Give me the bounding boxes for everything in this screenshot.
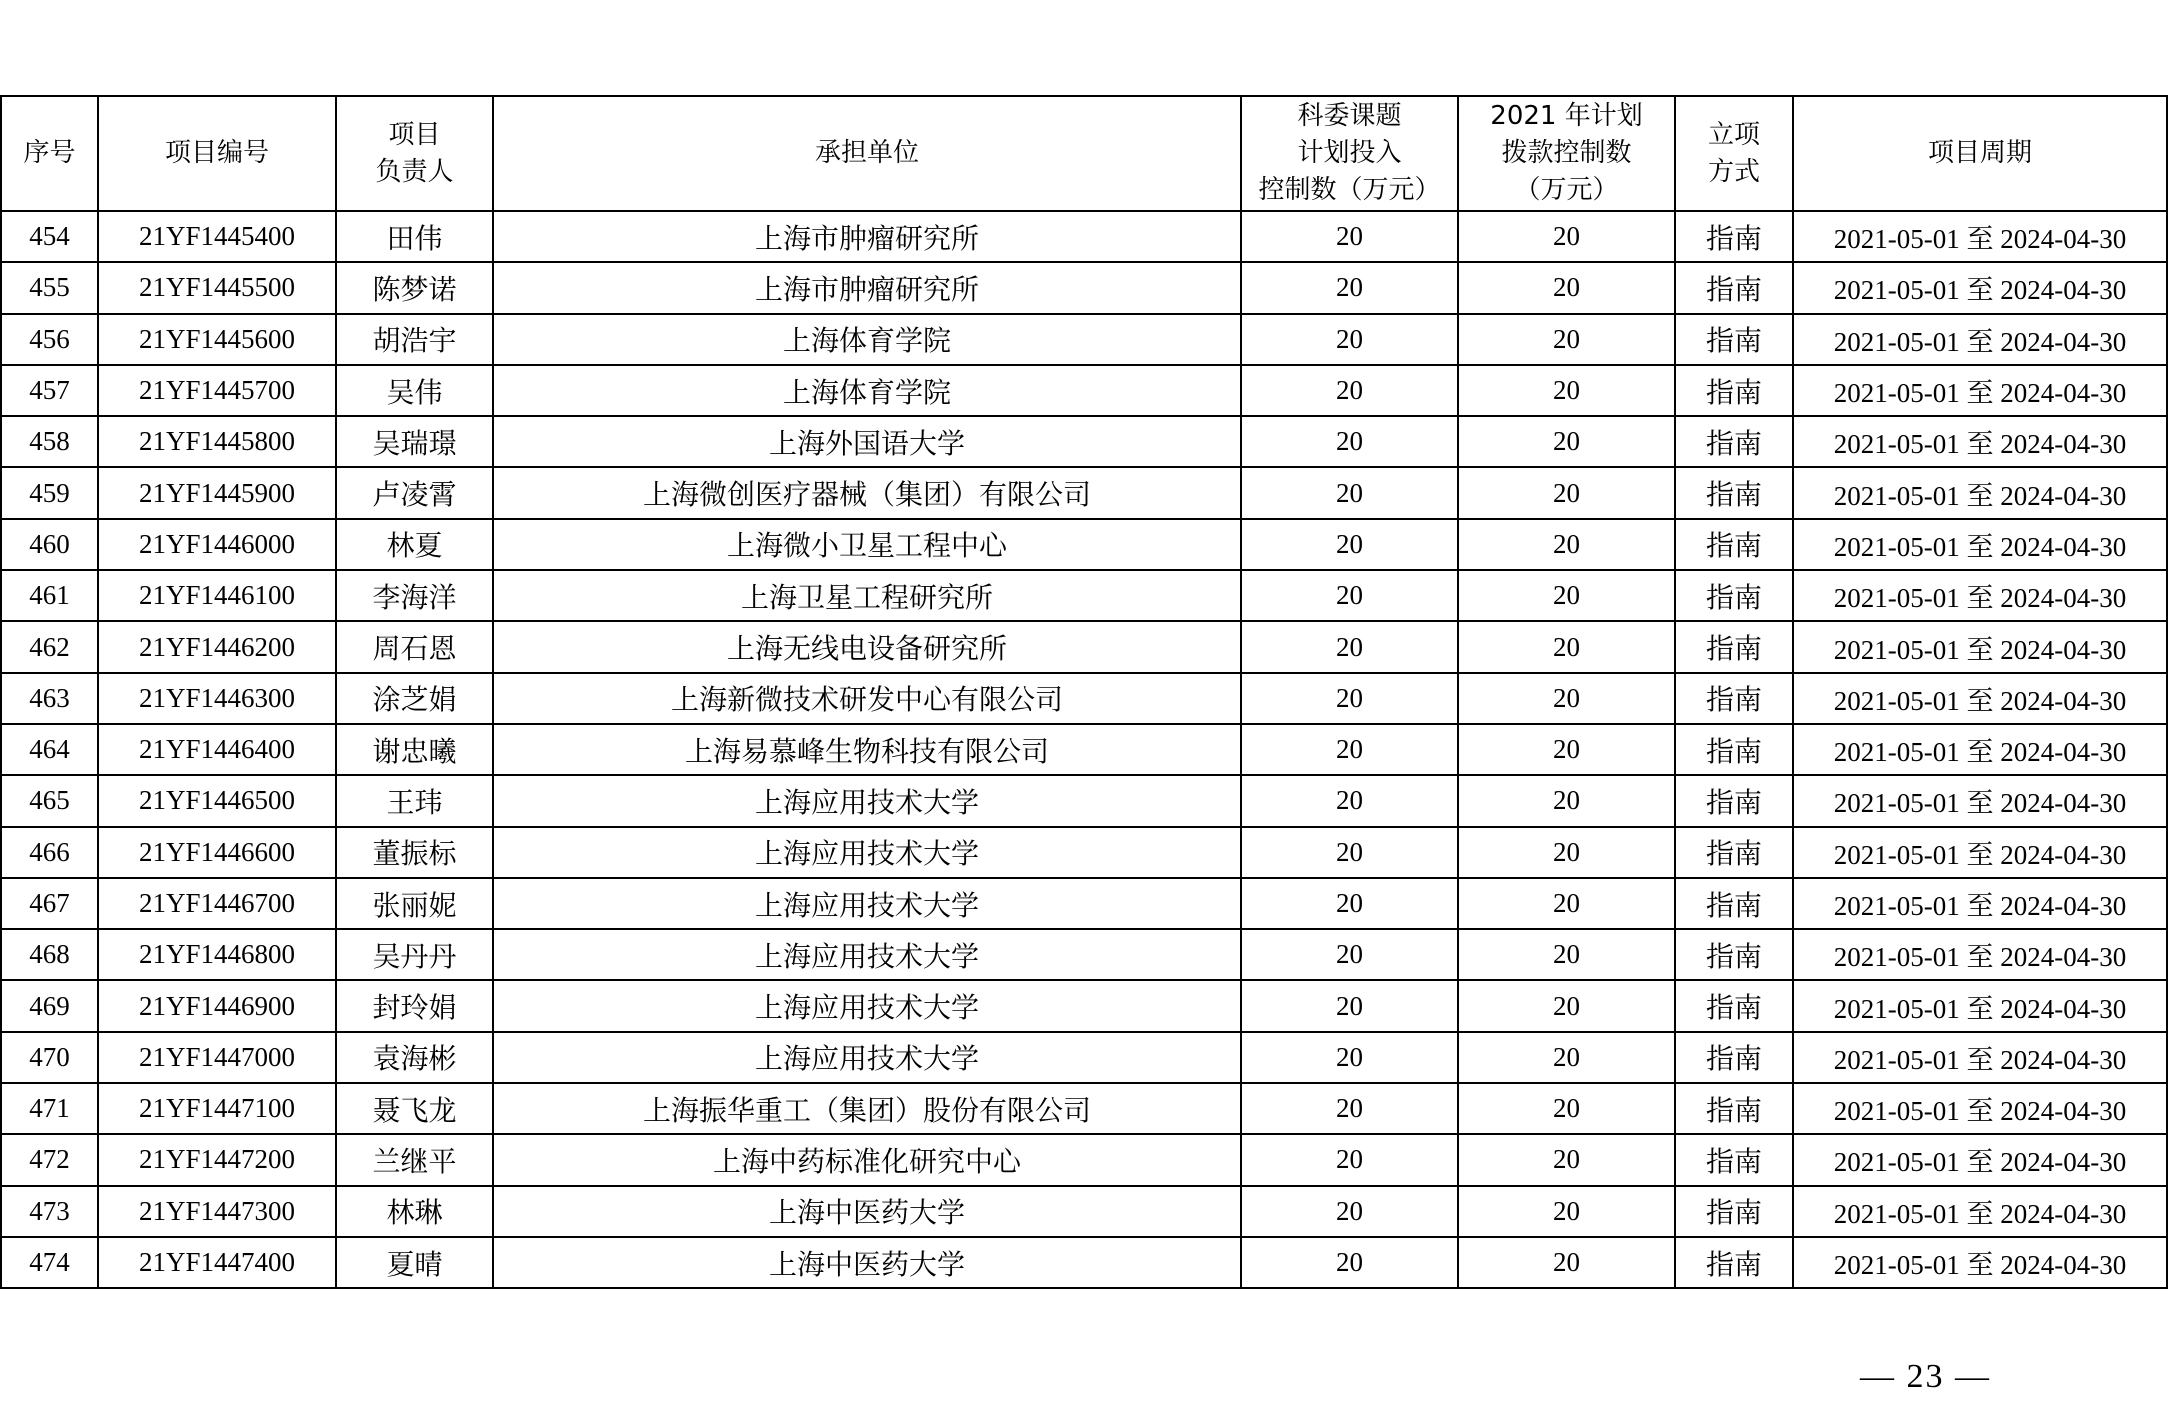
- table-row: [1, 673, 2167, 724]
- cell-plan-control: 20: [1241, 980, 1458, 1031]
- table-row: [1, 365, 2167, 416]
- cell-method: 指南: [1675, 724, 1793, 775]
- cell-leader: 吴伟: [336, 365, 493, 416]
- cell-seq: 457: [1, 365, 98, 416]
- cell-plan-control: 20: [1241, 519, 1458, 570]
- cell-plan-control: 20: [1241, 365, 1458, 416]
- cell-seq: 473: [1, 1186, 98, 1237]
- table-row: [1, 416, 2167, 467]
- cell-method: 指南: [1675, 314, 1793, 365]
- cell-seq: 462: [1, 621, 98, 672]
- cell-leader: 田伟: [336, 211, 493, 262]
- table-row: [1, 827, 2167, 878]
- cell-method: 指南: [1675, 416, 1793, 467]
- cell-seq: 461: [1, 570, 98, 621]
- cell-period: 2021-05-01 至 2024-04-30: [1793, 1237, 2167, 1288]
- table-row: [1, 262, 2167, 313]
- cell-allocation-2021: 20: [1458, 878, 1675, 929]
- cell-method: 指南: [1675, 673, 1793, 724]
- table-row: [1, 1186, 2167, 1237]
- table-row: [1, 878, 2167, 929]
- cell-code: 21YF1446600: [98, 827, 336, 878]
- header-row: [1, 96, 2167, 211]
- cell-leader: 董振标: [336, 827, 493, 878]
- cell-allocation-2021: 20: [1458, 775, 1675, 826]
- cell-leader: 谢忠曦: [336, 724, 493, 775]
- cell-seq: 471: [1, 1083, 98, 1134]
- cell-leader: 吴瑞璟: [336, 416, 493, 467]
- cell-period: 2021-05-01 至 2024-04-30: [1793, 775, 2167, 826]
- cell-unit: 上海易慕峰生物科技有限公司: [493, 724, 1241, 775]
- cell-seq: 464: [1, 724, 98, 775]
- cell-plan-control: 20: [1241, 929, 1458, 980]
- cell-leader: 张丽妮: [336, 878, 493, 929]
- cell-method: 指南: [1675, 1186, 1793, 1237]
- cell-method: 指南: [1675, 365, 1793, 416]
- cell-unit: 上海应用技术大学: [493, 878, 1241, 929]
- cell-period: 2021-05-01 至 2024-04-30: [1793, 211, 2167, 262]
- cell-period: 2021-05-01 至 2024-04-30: [1793, 673, 2167, 724]
- cell-plan-control: 20: [1241, 1083, 1458, 1134]
- cell-leader: 林夏: [336, 519, 493, 570]
- header-leader: 项目 负责人: [336, 96, 493, 211]
- cell-unit: 上海振华重工（集团）股份有限公司: [493, 1083, 1241, 1134]
- cell-leader: 陈梦诺: [336, 262, 493, 313]
- cell-period: 2021-05-01 至 2024-04-30: [1793, 1186, 2167, 1237]
- cell-code: 21YF1446000: [98, 519, 336, 570]
- table-row: [1, 621, 2167, 672]
- cell-leader: 聂飞龙: [336, 1083, 493, 1134]
- cell-code: 21YF1446500: [98, 775, 336, 826]
- cell-period: 2021-05-01 至 2024-04-30: [1793, 314, 2167, 365]
- cell-method: 指南: [1675, 827, 1793, 878]
- cell-plan-control: 20: [1241, 673, 1458, 724]
- cell-allocation-2021: 20: [1458, 1237, 1675, 1288]
- cell-unit: 上海中医药大学: [493, 1237, 1241, 1288]
- cell-allocation-2021: 20: [1458, 570, 1675, 621]
- cell-allocation-2021: 20: [1458, 1134, 1675, 1185]
- cell-allocation-2021: 20: [1458, 827, 1675, 878]
- cell-unit: 上海市肿瘤研究所: [493, 262, 1241, 313]
- cell-code: 21YF1446300: [98, 673, 336, 724]
- cell-leader: 兰继平: [336, 1134, 493, 1185]
- cell-seq: 459: [1, 467, 98, 518]
- cell-plan-control: 20: [1241, 570, 1458, 621]
- cell-plan-control: 20: [1241, 621, 1458, 672]
- cell-code: 21YF1446100: [98, 570, 336, 621]
- cell-leader: 涂芝娟: [336, 673, 493, 724]
- cell-plan-control: 20: [1241, 878, 1458, 929]
- cell-unit: 上海卫星工程研究所: [493, 570, 1241, 621]
- table-row: [1, 1237, 2167, 1288]
- cell-plan-control: 20: [1241, 1032, 1458, 1083]
- cell-period: 2021-05-01 至 2024-04-30: [1793, 929, 2167, 980]
- cell-period: 2021-05-01 至 2024-04-30: [1793, 827, 2167, 878]
- cell-method: 指南: [1675, 1237, 1793, 1288]
- cell-code: 21YF1445900: [98, 467, 336, 518]
- cell-code: 21YF1446800: [98, 929, 336, 980]
- cell-period: 2021-05-01 至 2024-04-30: [1793, 570, 2167, 621]
- cell-seq: 455: [1, 262, 98, 313]
- table-row: [1, 570, 2167, 621]
- header-seq: 序号: [1, 96, 98, 211]
- cell-leader: 李海洋: [336, 570, 493, 621]
- table-row: [1, 519, 2167, 570]
- header-code: 项目编号: [98, 96, 336, 211]
- cell-plan-control: 20: [1241, 1237, 1458, 1288]
- table-row: [1, 1083, 2167, 1134]
- cell-plan-control: 20: [1241, 416, 1458, 467]
- cell-allocation-2021: 20: [1458, 416, 1675, 467]
- header-plan-control: 科委课题 计划投入 控制数（万元）: [1241, 96, 1458, 211]
- cell-allocation-2021: 20: [1458, 621, 1675, 672]
- cell-seq: 460: [1, 519, 98, 570]
- header-allocation-2021: 2021 年计划 拨款控制数 （万元）: [1458, 96, 1675, 211]
- cell-unit: 上海体育学院: [493, 314, 1241, 365]
- cell-plan-control: 20: [1241, 775, 1458, 826]
- cell-unit: 上海微创医疗器械（集团）有限公司: [493, 467, 1241, 518]
- cell-seq: 468: [1, 929, 98, 980]
- cell-unit: 上海微小卫星工程中心: [493, 519, 1241, 570]
- cell-period: 2021-05-01 至 2024-04-30: [1793, 467, 2167, 518]
- cell-seq: 463: [1, 673, 98, 724]
- cell-code: 21YF1445400: [98, 211, 336, 262]
- cell-code: 21YF1446200: [98, 621, 336, 672]
- table-row: [1, 775, 2167, 826]
- cell-allocation-2021: 20: [1458, 314, 1675, 365]
- cell-leader: 胡浩宇: [336, 314, 493, 365]
- table-row: [1, 724, 2167, 775]
- cell-allocation-2021: 20: [1458, 1186, 1675, 1237]
- cell-unit: 上海应用技术大学: [493, 1032, 1241, 1083]
- cell-code: 21YF1447000: [98, 1032, 336, 1083]
- cell-period: 2021-05-01 至 2024-04-30: [1793, 262, 2167, 313]
- cell-seq: 467: [1, 878, 98, 929]
- header-unit: 承担单位: [493, 96, 1241, 211]
- cell-period: 2021-05-01 至 2024-04-30: [1793, 1032, 2167, 1083]
- cell-seq: 472: [1, 1134, 98, 1185]
- cell-unit: 上海市肿瘤研究所: [493, 211, 1241, 262]
- cell-allocation-2021: 20: [1458, 211, 1675, 262]
- cell-seq: 454: [1, 211, 98, 262]
- project-table-wrapper: [0, 95, 2168, 1289]
- cell-unit: 上海无线电设备研究所: [493, 621, 1241, 672]
- cell-code: 21YF1445700: [98, 365, 336, 416]
- cell-leader: 夏晴: [336, 1237, 493, 1288]
- cell-seq: 456: [1, 314, 98, 365]
- cell-seq: 458: [1, 416, 98, 467]
- table-body: [1, 211, 2167, 1288]
- cell-leader: 林琳: [336, 1186, 493, 1237]
- cell-plan-control: 20: [1241, 1134, 1458, 1185]
- cell-leader: 周石恩: [336, 621, 493, 672]
- cell-code: 21YF1447200: [98, 1134, 336, 1185]
- cell-unit: 上海外国语大学: [493, 416, 1241, 467]
- cell-code: 21YF1446900: [98, 980, 336, 1031]
- cell-allocation-2021: 20: [1458, 1032, 1675, 1083]
- cell-allocation-2021: 20: [1458, 365, 1675, 416]
- cell-leader: 封玲娟: [336, 980, 493, 1031]
- cell-period: 2021-05-01 至 2024-04-30: [1793, 416, 2167, 467]
- cell-code: 21YF1445500: [98, 262, 336, 313]
- cell-unit: 上海应用技术大学: [493, 980, 1241, 1031]
- cell-code: 21YF1447400: [98, 1237, 336, 1288]
- cell-plan-control: 20: [1241, 1186, 1458, 1237]
- header-period: 项目周期: [1793, 96, 2167, 211]
- cell-code: 21YF1446400: [98, 724, 336, 775]
- cell-period: 2021-05-01 至 2024-04-30: [1793, 878, 2167, 929]
- cell-method: 指南: [1675, 621, 1793, 672]
- cell-leader: 王玮: [336, 775, 493, 826]
- cell-method: 指南: [1675, 467, 1793, 518]
- cell-allocation-2021: 20: [1458, 519, 1675, 570]
- cell-allocation-2021: 20: [1458, 929, 1675, 980]
- cell-period: 2021-05-01 至 2024-04-30: [1793, 621, 2167, 672]
- table-row: [1, 314, 2167, 365]
- cell-seq: 470: [1, 1032, 98, 1083]
- cell-method: 指南: [1675, 1032, 1793, 1083]
- cell-unit: 上海体育学院: [493, 365, 1241, 416]
- cell-method: 指南: [1675, 519, 1793, 570]
- cell-code: 21YF1445600: [98, 314, 336, 365]
- cell-plan-control: 20: [1241, 211, 1458, 262]
- cell-plan-control: 20: [1241, 262, 1458, 313]
- cell-unit: 上海应用技术大学: [493, 929, 1241, 980]
- cell-period: 2021-05-01 至 2024-04-30: [1793, 365, 2167, 416]
- cell-code: 21YF1447100: [98, 1083, 336, 1134]
- cell-unit: 上海应用技术大学: [493, 827, 1241, 878]
- cell-seq: 469: [1, 980, 98, 1031]
- cell-code: 21YF1446700: [98, 878, 336, 929]
- table-row: [1, 1032, 2167, 1083]
- header-method: 立项 方式: [1675, 96, 1793, 211]
- cell-plan-control: 20: [1241, 467, 1458, 518]
- cell-allocation-2021: 20: [1458, 724, 1675, 775]
- cell-allocation-2021: 20: [1458, 980, 1675, 1031]
- cell-unit: 上海应用技术大学: [493, 775, 1241, 826]
- project-table: [0, 95, 2168, 1289]
- cell-seq: 466: [1, 827, 98, 878]
- cell-method: 指南: [1675, 262, 1793, 313]
- table-row: [1, 467, 2167, 518]
- cell-method: 指南: [1675, 570, 1793, 621]
- cell-allocation-2021: 20: [1458, 673, 1675, 724]
- cell-leader: 袁海彬: [336, 1032, 493, 1083]
- cell-period: 2021-05-01 至 2024-04-30: [1793, 1134, 2167, 1185]
- cell-allocation-2021: 20: [1458, 1083, 1675, 1134]
- cell-seq: 474: [1, 1237, 98, 1288]
- table-row: [1, 211, 2167, 262]
- cell-unit: 上海新微技术研发中心有限公司: [493, 673, 1241, 724]
- page-number: — 23 —: [1860, 1358, 1991, 1395]
- cell-method: 指南: [1675, 929, 1793, 980]
- cell-allocation-2021: 20: [1458, 467, 1675, 518]
- cell-method: 指南: [1675, 775, 1793, 826]
- cell-method: 指南: [1675, 211, 1793, 262]
- cell-period: 2021-05-01 至 2024-04-30: [1793, 519, 2167, 570]
- table-row: [1, 980, 2167, 1031]
- cell-method: 指南: [1675, 1134, 1793, 1185]
- cell-unit: 上海中药标准化研究中心: [493, 1134, 1241, 1185]
- cell-plan-control: 20: [1241, 724, 1458, 775]
- cell-leader: 卢凌霄: [336, 467, 493, 518]
- cell-leader: 吴丹丹: [336, 929, 493, 980]
- cell-method: 指南: [1675, 980, 1793, 1031]
- cell-seq: 465: [1, 775, 98, 826]
- table-row: [1, 929, 2167, 980]
- cell-unit: 上海中医药大学: [493, 1186, 1241, 1237]
- cell-method: 指南: [1675, 878, 1793, 929]
- cell-period: 2021-05-01 至 2024-04-30: [1793, 1083, 2167, 1134]
- cell-code: 21YF1445800: [98, 416, 336, 467]
- cell-plan-control: 20: [1241, 827, 1458, 878]
- cell-method: 指南: [1675, 1083, 1793, 1134]
- cell-code: 21YF1447300: [98, 1186, 336, 1237]
- table-row: [1, 1134, 2167, 1185]
- cell-plan-control: 20: [1241, 314, 1458, 365]
- cell-period: 2021-05-01 至 2024-04-30: [1793, 724, 2167, 775]
- cell-allocation-2021: 20: [1458, 262, 1675, 313]
- cell-period: 2021-05-01 至 2024-04-30: [1793, 980, 2167, 1031]
